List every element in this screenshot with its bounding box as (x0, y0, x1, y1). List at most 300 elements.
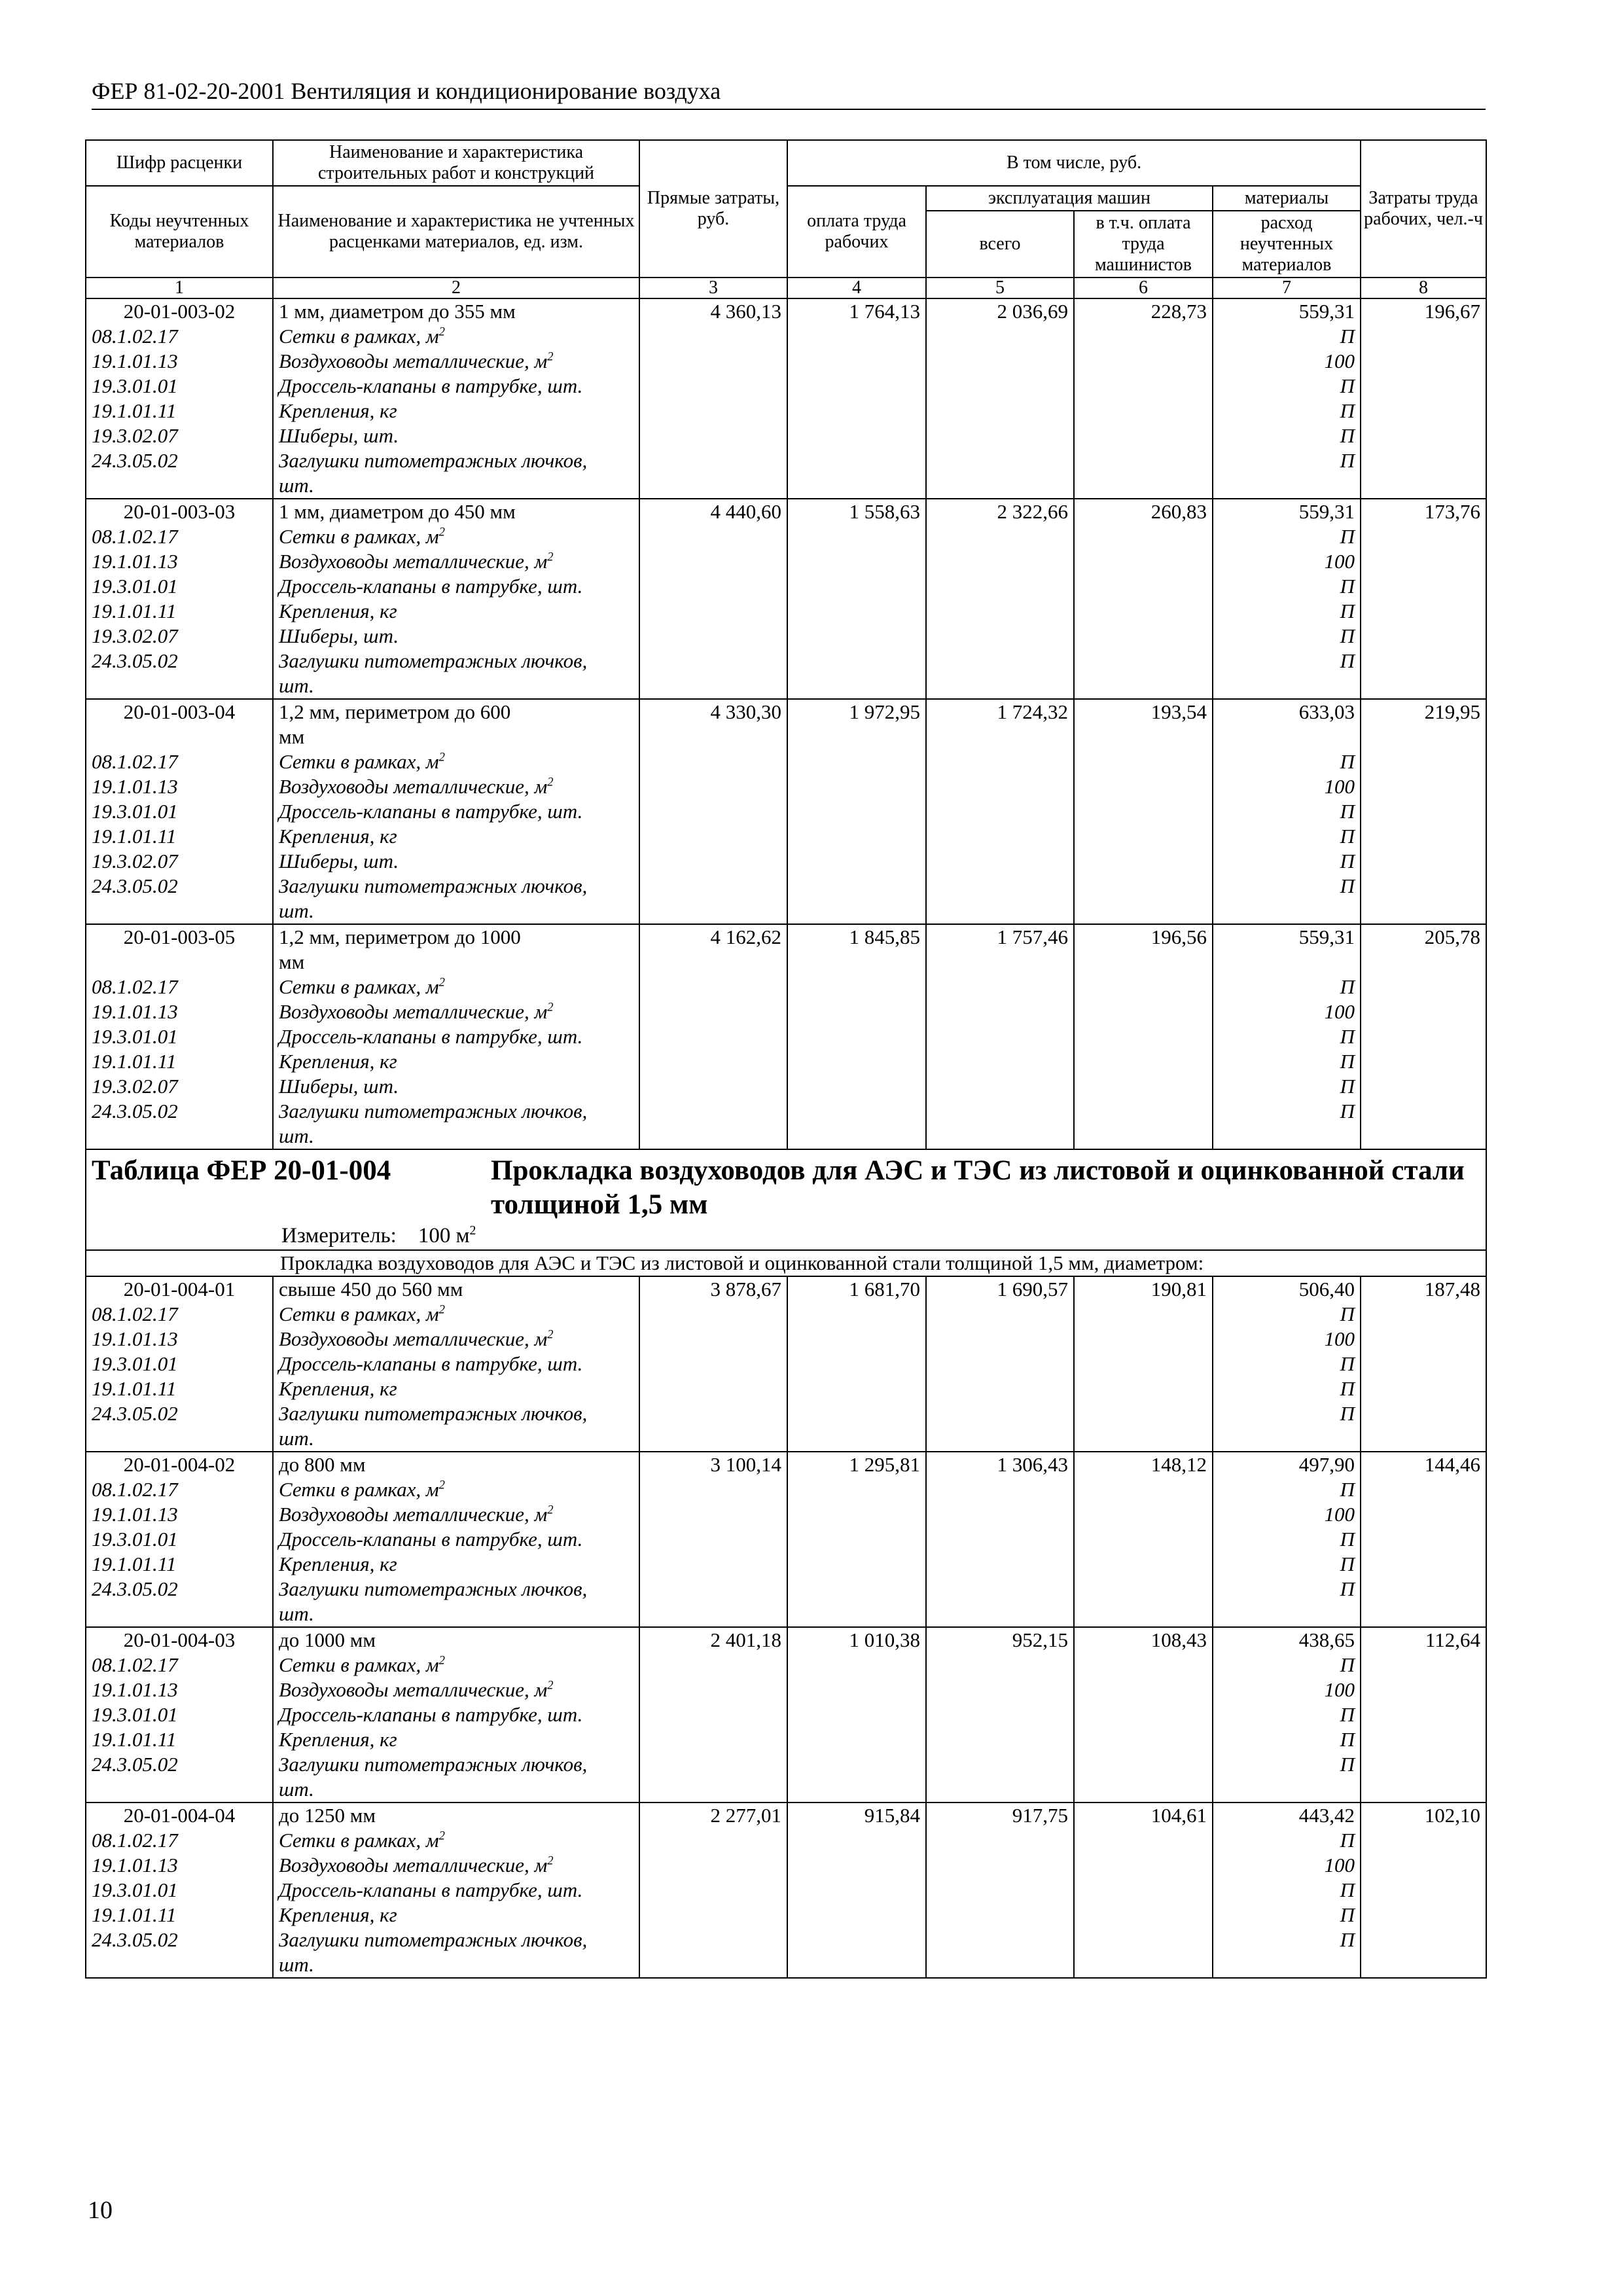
header-materials: материалы (1213, 186, 1361, 211)
table-cell (639, 1352, 787, 1376)
section-004-heading (86, 1149, 1486, 1276)
table-cell (1213, 1777, 1361, 1803)
material-name-text: Крепления, кг (279, 600, 397, 622)
machines-total: 1 690,57 (926, 1276, 1074, 1302)
table-cell (926, 999, 1074, 1024)
material-row (86, 1527, 1486, 1552)
material-quantity: 100 (1213, 1853, 1361, 1878)
material-quantity: П (1213, 749, 1361, 774)
material-quantity: П (1213, 599, 1361, 624)
material-name-text: Крепления, кг (279, 1552, 397, 1575)
material-code: 24.3.05.02 (86, 1577, 273, 1602)
header-labor-pay: оплата труда рабочих (787, 186, 926, 278)
material-name-text: Воздуховоды металлические, м (279, 550, 548, 573)
table-cell (787, 1577, 926, 1602)
rate-name: до 1000 мм (273, 1627, 639, 1653)
table-cell (639, 1677, 787, 1702)
material-row (86, 849, 1486, 874)
table-cell (926, 1049, 1074, 1074)
column-number: 2 (273, 278, 639, 298)
material-name-text: Заглушки питометражных лючков, (279, 1100, 588, 1122)
table-cell (787, 1099, 926, 1124)
table-cell (639, 524, 787, 549)
table-cell (787, 399, 926, 423)
material-row (86, 1024, 1486, 1049)
column-number: 1 (86, 278, 273, 298)
material-row (86, 774, 1486, 799)
table-cell (787, 374, 926, 399)
material-row (86, 599, 1486, 624)
material-row (86, 374, 1486, 399)
material-code: 19.1.01.11 (86, 1376, 273, 1401)
material-name-text: Воздуховоды металлические, м (279, 1854, 548, 1876)
table-cell (86, 1602, 273, 1627)
table-cell (639, 849, 787, 874)
rate-code: 20-01-004-03 (86, 1627, 273, 1653)
material-name-text: Заглушки питометражных лючков, (279, 1753, 588, 1776)
rate-name: до 1250 мм (273, 1803, 639, 1828)
table-cell (639, 799, 787, 824)
table-row (86, 1452, 1486, 1477)
table-cell (926, 1878, 1074, 1903)
material-name (273, 349, 639, 374)
table-cell (639, 1828, 787, 1853)
header-name: Наименование и характеристика строительных работ и конструкций (273, 140, 639, 186)
table-cell (787, 1903, 926, 1928)
table-cell (926, 324, 1074, 349)
table-cell (1074, 1752, 1213, 1777)
table-cell (1074, 1024, 1213, 1049)
header-direct: Прямые затраты, руб. (639, 140, 787, 278)
rate-code: 20-01-003-04 (86, 699, 273, 725)
table-cell (1074, 524, 1213, 549)
table-cell (86, 950, 273, 975)
header-materials-unaccounted: расход неучтенных материалов (1213, 211, 1361, 278)
material-name (273, 399, 639, 423)
table-cell (926, 1602, 1074, 1627)
table-cell (1361, 975, 1486, 999)
table-row (86, 298, 1486, 324)
material-row (86, 423, 1486, 448)
material-name-text: Сетки в рамках, м (279, 1478, 439, 1501)
table-cell (1074, 1502, 1213, 1527)
table-cell (787, 524, 926, 549)
material-quantity: П (1213, 1099, 1361, 1124)
material-name-continuation: шт. (273, 899, 639, 924)
machines-total: 1 724,32 (926, 699, 1074, 725)
material-quantity: П (1213, 799, 1361, 824)
material-code: 08.1.02.17 (86, 524, 273, 549)
material-unit-sup: 2 (438, 1653, 445, 1668)
table-cell (639, 950, 787, 975)
material-name-text: Шиберы, шт. (279, 850, 399, 872)
material-code: 24.3.05.02 (86, 448, 273, 473)
material-name (273, 975, 639, 999)
material-quantity: П (1213, 1552, 1361, 1577)
table-cell (787, 1777, 926, 1803)
table-cell (787, 975, 926, 999)
table-cell (1213, 899, 1361, 924)
material-row (86, 1727, 1486, 1752)
material-name-text: Заглушки питометражных лючков, (279, 1928, 588, 1951)
material-code: 19.3.02.07 (86, 849, 273, 874)
material-name (273, 1024, 639, 1049)
material-name-text: Дроссель-клапаны в патрубке, шт. (279, 1352, 583, 1375)
rate-name: свыше 450 до 560 мм (273, 1276, 639, 1302)
material-quantity: П (1213, 649, 1361, 673)
material-name (273, 324, 639, 349)
labor-hours: 102,10 (1361, 1803, 1486, 1828)
table-cell (1361, 349, 1486, 374)
table-cell (1074, 399, 1213, 423)
table-cell (926, 725, 1074, 749)
material-code: 19.1.01.13 (86, 349, 273, 374)
material-quantity: П (1213, 824, 1361, 849)
material-row (86, 1401, 1486, 1426)
material-code: 19.1.01.13 (86, 999, 273, 1024)
material-quantity: П (1213, 1024, 1361, 1049)
material-row (86, 1426, 1486, 1452)
material-row (86, 1049, 1486, 1074)
table-cell (1074, 1677, 1213, 1702)
table-cell (639, 1878, 787, 1903)
material-row (86, 1302, 1486, 1327)
material-row (86, 874, 1486, 899)
material-quantity: 100 (1213, 349, 1361, 374)
header-material-codes: Коды неучтенных материалов (86, 186, 273, 278)
materials-cost: 559,31 (1213, 924, 1361, 950)
table-cell (639, 1024, 787, 1049)
section-subtitle: Прокладка воздуховодов для АЭС и ТЭС из листовой и оцинкованной стали толщиной 1,5 мм, диаметром: (86, 1250, 1486, 1276)
table-body-003 (86, 298, 1486, 1149)
column-number: 3 (639, 278, 787, 298)
table-cell (1074, 1653, 1213, 1677)
table-cell (787, 1952, 926, 1978)
table-cell (1074, 1878, 1213, 1903)
material-quantity: П (1213, 1903, 1361, 1928)
material-name-text: Крепления, кг (279, 1377, 397, 1400)
material-name-text: Крепления, кг (279, 825, 397, 848)
material-name-continuation: шт. (273, 1952, 639, 1978)
material-name (273, 1049, 639, 1074)
table-cell (1361, 749, 1486, 774)
material-unit-sup: 2 (438, 525, 445, 539)
table-cell (787, 1352, 926, 1376)
table-cell (1074, 799, 1213, 824)
material-quantity: П (1213, 1477, 1361, 1502)
table-cell (639, 549, 787, 574)
table-cell (1213, 950, 1361, 975)
rate-name: до 800 мм (273, 1452, 639, 1477)
page-header: ФЕР 81-02-20-2001 Вентиляция и кондиционирование воздуха (92, 77, 1486, 110)
table-row (86, 924, 1486, 950)
machines-total: 2 036,69 (926, 298, 1074, 324)
section-unit-label: Измеритель: (281, 1224, 397, 1247)
table-cell (639, 1928, 787, 1952)
table-cell (639, 349, 787, 374)
table-cell (1361, 1376, 1486, 1401)
table-cell (1361, 1527, 1486, 1552)
rate-name-continuation: мм (273, 725, 639, 749)
material-code: 08.1.02.17 (86, 749, 273, 774)
table-cell (639, 673, 787, 699)
table-cell (1074, 975, 1213, 999)
material-name (273, 524, 639, 549)
table-cell (1361, 524, 1486, 549)
rate-code: 20-01-004-04 (86, 1803, 273, 1828)
table-cell (926, 749, 1074, 774)
rate-name: 1,2 мм, периметром до 600 (273, 699, 639, 725)
table-cell (1074, 624, 1213, 649)
material-name-text: Воздуховоды металлические, м (279, 350, 548, 372)
table-cell (639, 423, 787, 448)
table-cell (787, 1426, 926, 1452)
machines-labor: 260,83 (1074, 499, 1213, 524)
material-unit-sup: 2 (547, 1503, 554, 1517)
material-name (273, 1752, 639, 1777)
table-cell (926, 649, 1074, 673)
section-unit (92, 1222, 1480, 1249)
table-cell (926, 774, 1074, 799)
table-cell (86, 725, 273, 749)
table-cell (926, 975, 1074, 999)
table-cell (1074, 473, 1213, 499)
material-name-text: Воздуховоды металлические, м (279, 775, 548, 798)
table-cell (787, 1302, 926, 1327)
labor-hours: 173,76 (1361, 499, 1486, 524)
table-cell (639, 1952, 787, 1978)
machines-labor: 104,61 (1074, 1803, 1213, 1828)
material-name-text: Воздуховоды металлические, м (279, 1327, 548, 1350)
materials-cost: 633,03 (1213, 699, 1361, 725)
table-cell (1361, 1677, 1486, 1702)
labor-pay: 1 010,38 (787, 1627, 926, 1653)
table-cell (1074, 1124, 1213, 1149)
labor-hours: 112,64 (1361, 1627, 1486, 1653)
material-quantity: П (1213, 399, 1361, 423)
table-cell (787, 1074, 926, 1099)
material-name (273, 1577, 639, 1602)
table-cell (639, 324, 787, 349)
header-machines-labor: в т.ч. оплата труда машинистов (1074, 211, 1213, 278)
table-cell (1074, 1952, 1213, 1978)
material-row (86, 1502, 1486, 1527)
material-unit-sup: 2 (547, 1327, 554, 1342)
material-quantity: П (1213, 1752, 1361, 1777)
table-cell (787, 1376, 926, 1401)
material-code: 08.1.02.17 (86, 324, 273, 349)
table-cell (1361, 599, 1486, 624)
materials-cost: 443,42 (1213, 1803, 1361, 1828)
table-cell (1361, 1502, 1486, 1527)
materials-cost: 497,90 (1213, 1452, 1361, 1477)
table-header (86, 140, 1486, 298)
table-cell (639, 1074, 787, 1099)
table-cell (1361, 448, 1486, 473)
material-name-text: Дроссель-клапаны в патрубке, шт. (279, 800, 583, 823)
material-name (273, 824, 639, 849)
material-code: 19.1.01.11 (86, 824, 273, 849)
material-unit-sup: 2 (438, 750, 445, 764)
table-cell (926, 599, 1074, 624)
rate-code: 20-01-003-03 (86, 499, 273, 524)
material-name-text: Крепления, кг (279, 1903, 397, 1926)
table-cell (86, 899, 273, 924)
material-row (86, 1952, 1486, 1978)
rate-code: 20-01-004-02 (86, 1452, 273, 1477)
labor-pay: 1 681,70 (787, 1276, 926, 1302)
table-cell (1361, 574, 1486, 599)
table-cell (787, 1653, 926, 1677)
material-name-text: Заглушки питометражных лючков, (279, 1402, 588, 1425)
material-unit-sup: 2 (547, 350, 554, 364)
table-cell (1213, 1952, 1361, 1978)
material-row (86, 624, 1486, 649)
material-name-text: Сетки в рамках, м (279, 525, 439, 548)
table-cell (926, 1327, 1074, 1352)
table-cell (1074, 1327, 1213, 1352)
material-name (273, 1552, 639, 1577)
rate-code: 20-01-004-01 (86, 1276, 273, 1302)
table-cell (787, 1552, 926, 1577)
table-cell (639, 1577, 787, 1602)
table-cell (1361, 549, 1486, 574)
table-cell (1074, 599, 1213, 624)
material-quantity: П (1213, 1527, 1361, 1552)
material-unit-sup: 2 (547, 1678, 554, 1693)
material-code: 19.1.01.13 (86, 1502, 273, 1527)
material-quantity: П (1213, 1828, 1361, 1853)
table-cell (639, 448, 787, 473)
table-cell (1361, 1426, 1486, 1452)
table-cell (926, 1653, 1074, 1677)
section-unit-sup: 2 (469, 1223, 476, 1238)
table-cell (926, 1928, 1074, 1952)
direct-cost: 2 277,01 (639, 1803, 787, 1828)
table-cell (1074, 1602, 1213, 1627)
table-cell (86, 1777, 273, 1803)
table-cell (1074, 423, 1213, 448)
machines-total: 2 322,66 (926, 499, 1074, 524)
table-cell (1361, 1653, 1486, 1677)
labor-pay: 1 972,95 (787, 699, 926, 725)
material-code: 08.1.02.17 (86, 1653, 273, 1677)
table-cell (926, 1702, 1074, 1727)
table-cell (1074, 1928, 1213, 1952)
column-number: 8 (1361, 278, 1486, 298)
table-cell (639, 1099, 787, 1124)
table-cell (926, 1477, 1074, 1502)
table-cell (639, 1401, 787, 1426)
material-name-text: Дроссель-клапаны в патрубке, шт. (279, 1025, 583, 1048)
table-cell (787, 448, 926, 473)
material-name (273, 1702, 639, 1727)
table-cell (787, 999, 926, 1024)
header-code: Шифр расценки (86, 140, 273, 186)
material-name (273, 374, 639, 399)
table-cell (787, 673, 926, 699)
table-cell (926, 824, 1074, 849)
table-cell (926, 549, 1074, 574)
material-quantity: П (1213, 1376, 1361, 1401)
table-cell (1074, 1477, 1213, 1502)
table-cell (787, 1024, 926, 1049)
machines-total: 952,15 (926, 1627, 1074, 1653)
material-row (86, 399, 1486, 423)
rate-name: 1 мм, диаметром до 450 мм (273, 499, 639, 524)
labor-hours: 196,67 (1361, 298, 1486, 324)
material-name-continuation: шт. (273, 473, 639, 499)
material-quantity: П (1213, 1878, 1361, 1903)
direct-cost: 2 401,18 (639, 1627, 787, 1653)
labor-pay: 1 558,63 (787, 499, 926, 524)
table-cell (1361, 374, 1486, 399)
table-cell (639, 1752, 787, 1777)
material-name-text: Воздуховоды металлические, м (279, 1000, 548, 1023)
table-cell (639, 1777, 787, 1803)
table-cell (1074, 1727, 1213, 1752)
material-unit-sup: 2 (547, 775, 554, 789)
table-cell (926, 1677, 1074, 1702)
material-quantity: П (1213, 1074, 1361, 1099)
material-unit-sup: 2 (547, 1854, 554, 1868)
labor-hours: 187,48 (1361, 1276, 1486, 1302)
material-code: 08.1.02.17 (86, 1302, 273, 1327)
materials-cost: 506,40 (1213, 1276, 1361, 1302)
table-cell (1213, 725, 1361, 749)
table-cell (926, 1952, 1074, 1978)
table-cell (639, 1653, 787, 1677)
labor-hours: 219,95 (1361, 699, 1486, 725)
table-cell (639, 1477, 787, 1502)
table-cell (639, 473, 787, 499)
material-code: 24.3.05.02 (86, 1752, 273, 1777)
table-cell (926, 423, 1074, 448)
table-cell (1213, 473, 1361, 499)
table-cell (1074, 1352, 1213, 1376)
material-unit-sup: 2 (438, 325, 445, 339)
material-row (86, 1577, 1486, 1602)
material-name (273, 1677, 639, 1702)
material-quantity: П (1213, 374, 1361, 399)
material-name (273, 549, 639, 574)
table-cell (787, 849, 926, 874)
material-code: 24.3.05.02 (86, 1401, 273, 1426)
rate-code: 20-01-003-02 (86, 298, 273, 324)
material-code: 19.3.02.07 (86, 1074, 273, 1099)
material-quantity: П (1213, 1653, 1361, 1677)
labor-pay: 1 764,13 (787, 298, 926, 324)
table-cell (926, 624, 1074, 649)
table-cell (1361, 1828, 1486, 1853)
table-cell (639, 1853, 787, 1878)
table-cell (1074, 725, 1213, 749)
table-cell (926, 1577, 1074, 1602)
material-code: 19.3.01.01 (86, 799, 273, 824)
table-cell (639, 574, 787, 599)
column-numbers (86, 278, 1486, 298)
material-name (273, 749, 639, 774)
material-row (86, 799, 1486, 824)
material-name-continuation: шт. (273, 1777, 639, 1803)
material-name (273, 1527, 639, 1552)
material-code: 19.3.02.07 (86, 624, 273, 649)
table-cell (86, 673, 273, 699)
machines-labor: 228,73 (1074, 298, 1213, 324)
material-name-text: Сетки в рамках, м (279, 750, 439, 773)
direct-cost: 4 360,13 (639, 298, 787, 324)
table-cell (926, 1074, 1074, 1099)
